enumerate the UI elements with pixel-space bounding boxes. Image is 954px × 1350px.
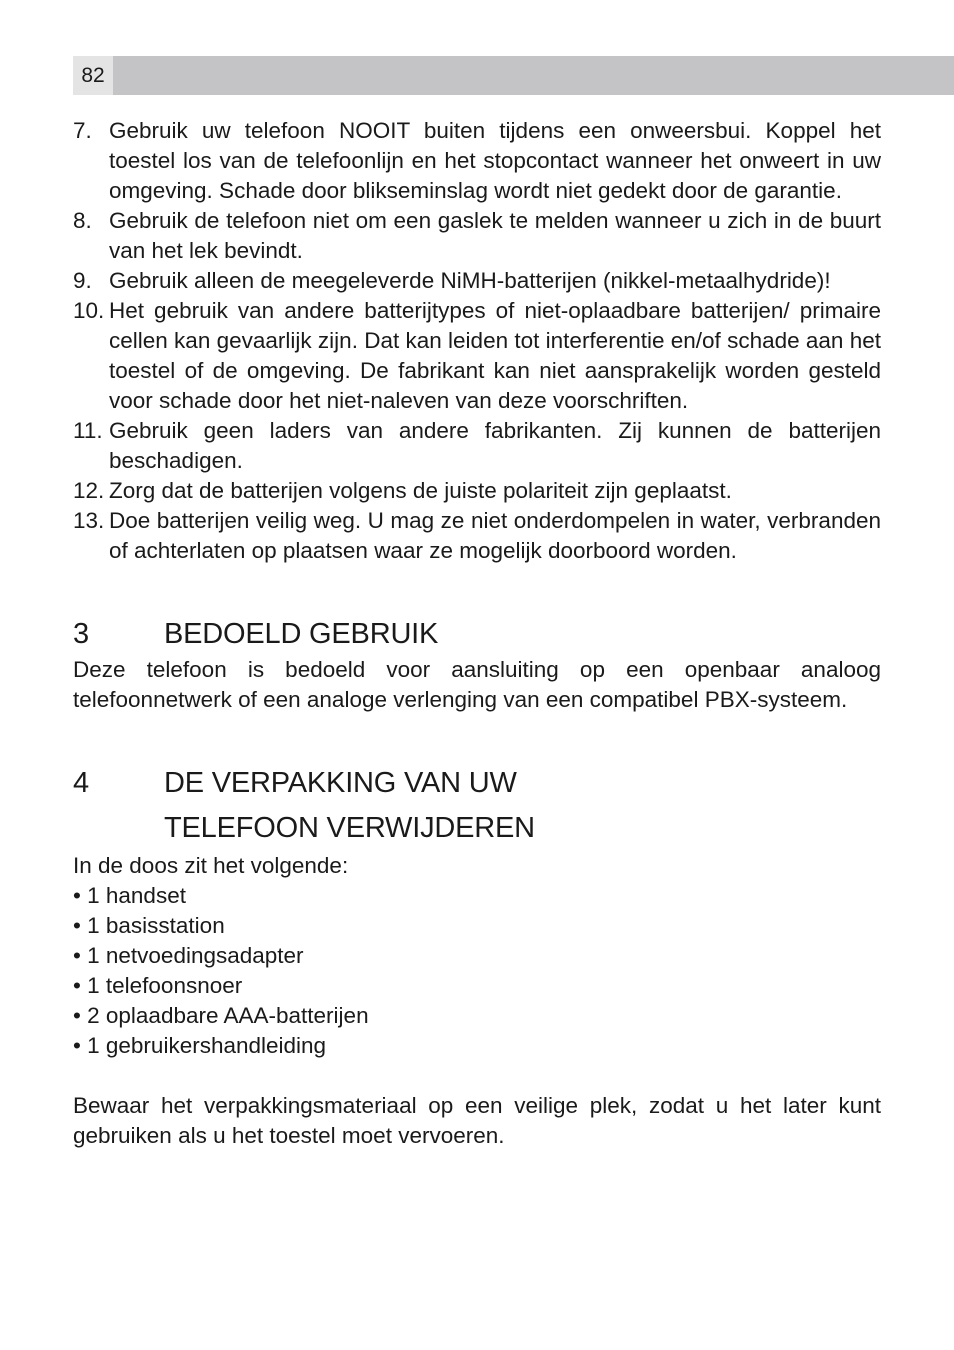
- list-item-number: 13.: [73, 508, 105, 533]
- list-item-text: Gebruik uw telefoon NOOIT buiten tijdens een onweersbui. Koppel het toestel los van de telefoonlijn en het stopcontact wanneer het onweert in uw omgeving. Schade door blikseminslag wordt niet gedekt door de garantie.: [109, 118, 881, 203]
- list-item: • 1 handset: [73, 883, 186, 908]
- section-3-heading: [73, 612, 881, 657]
- section-number: 3: [73, 618, 89, 650]
- section-title-line-2: TELEFOON VERWIJDEREN: [164, 812, 535, 844]
- package-contents-list: [73, 881, 881, 1061]
- list-item-text: Doe batterijen veilig weg. U mag ze niet onderdompelen in water, verbranden of achterlaten op plaatsen waar ze mogelijk doorboord worden.: [109, 508, 881, 563]
- list-item: [73, 266, 881, 296]
- safety-instructions-list: [73, 116, 881, 566]
- list-item: [73, 116, 881, 206]
- list-item: • 1 basisstation: [73, 913, 225, 938]
- list-item: [73, 296, 881, 416]
- list-item: [73, 206, 881, 266]
- page-content: [73, 116, 881, 1151]
- closing-paragraph: Bewaar het verpakkingsmateriaal op een veilige plek, zodat u het later kunt gebruiken als u het toestel moet vervoeren.: [73, 1093, 881, 1148]
- section-number: 4: [73, 767, 89, 799]
- list-item: • 1 gebruikershandleiding: [73, 1033, 327, 1058]
- list-item: • 1 telefoonsnoer: [73, 973, 243, 998]
- section-title: BEDOELD GEBRUIK: [164, 618, 439, 650]
- page-number: 82: [73, 56, 113, 95]
- section-title: [164, 761, 881, 851]
- list-item-text: Gebruik de telefoon niet om een gaslek te melden wanneer u zich in de buurt van het lek bevindt.: [109, 208, 881, 263]
- section-3-body: Deze telefoon is bedoeld voor aansluiting op een openbaar analoog telefoonnetwerk of een analoge verlenging van een compatibel PBX-systeem.: [73, 657, 881, 712]
- list-item-number: 8.: [73, 208, 92, 233]
- list-item-number: 11.: [73, 418, 103, 443]
- section-title-line-1: DE VERPAKKING VAN UW: [164, 767, 517, 799]
- list-item-text: Gebruik alleen de meegeleverde NiMH-batterijen (nikkel-metaalhydride)!: [109, 268, 831, 293]
- list-item-text: Zorg dat de batterijen volgens de juiste polariteit zijn geplaatst.: [109, 478, 732, 503]
- list-item-text: Het gebruik van andere batterijtypes of niet-oplaadbare batterijen/ primaire cellen kan gevaarlijk zijn. Dat kan leiden tot interferentie en/of schade aan het toestel of de omgeving. De fabrikant kan niet aansprakelijk worden gesteld voor schade door het niet-naleven van deze voorschriften.: [109, 298, 881, 413]
- page-header-bar: [73, 56, 954, 95]
- list-item: [73, 416, 881, 476]
- list-item: • 2 oplaadbare AAA-batterijen: [73, 1003, 369, 1028]
- list-item-text: Gebruik geen laders van andere fabrikanten. Zij kunnen de batterijen beschadigen.: [109, 418, 881, 473]
- list-item-number: 10.: [73, 298, 105, 323]
- section-4-heading: [73, 761, 881, 851]
- list-item-number: 7.: [73, 118, 92, 143]
- list-item-number: 9.: [73, 268, 92, 293]
- list-item: [73, 506, 881, 566]
- package-contents-intro: In de doos zit het volgende:: [73, 853, 349, 878]
- list-item: [73, 476, 881, 506]
- list-item: • 1 netvoedingsadapter: [73, 943, 304, 968]
- list-item-number: 12.: [73, 478, 105, 503]
